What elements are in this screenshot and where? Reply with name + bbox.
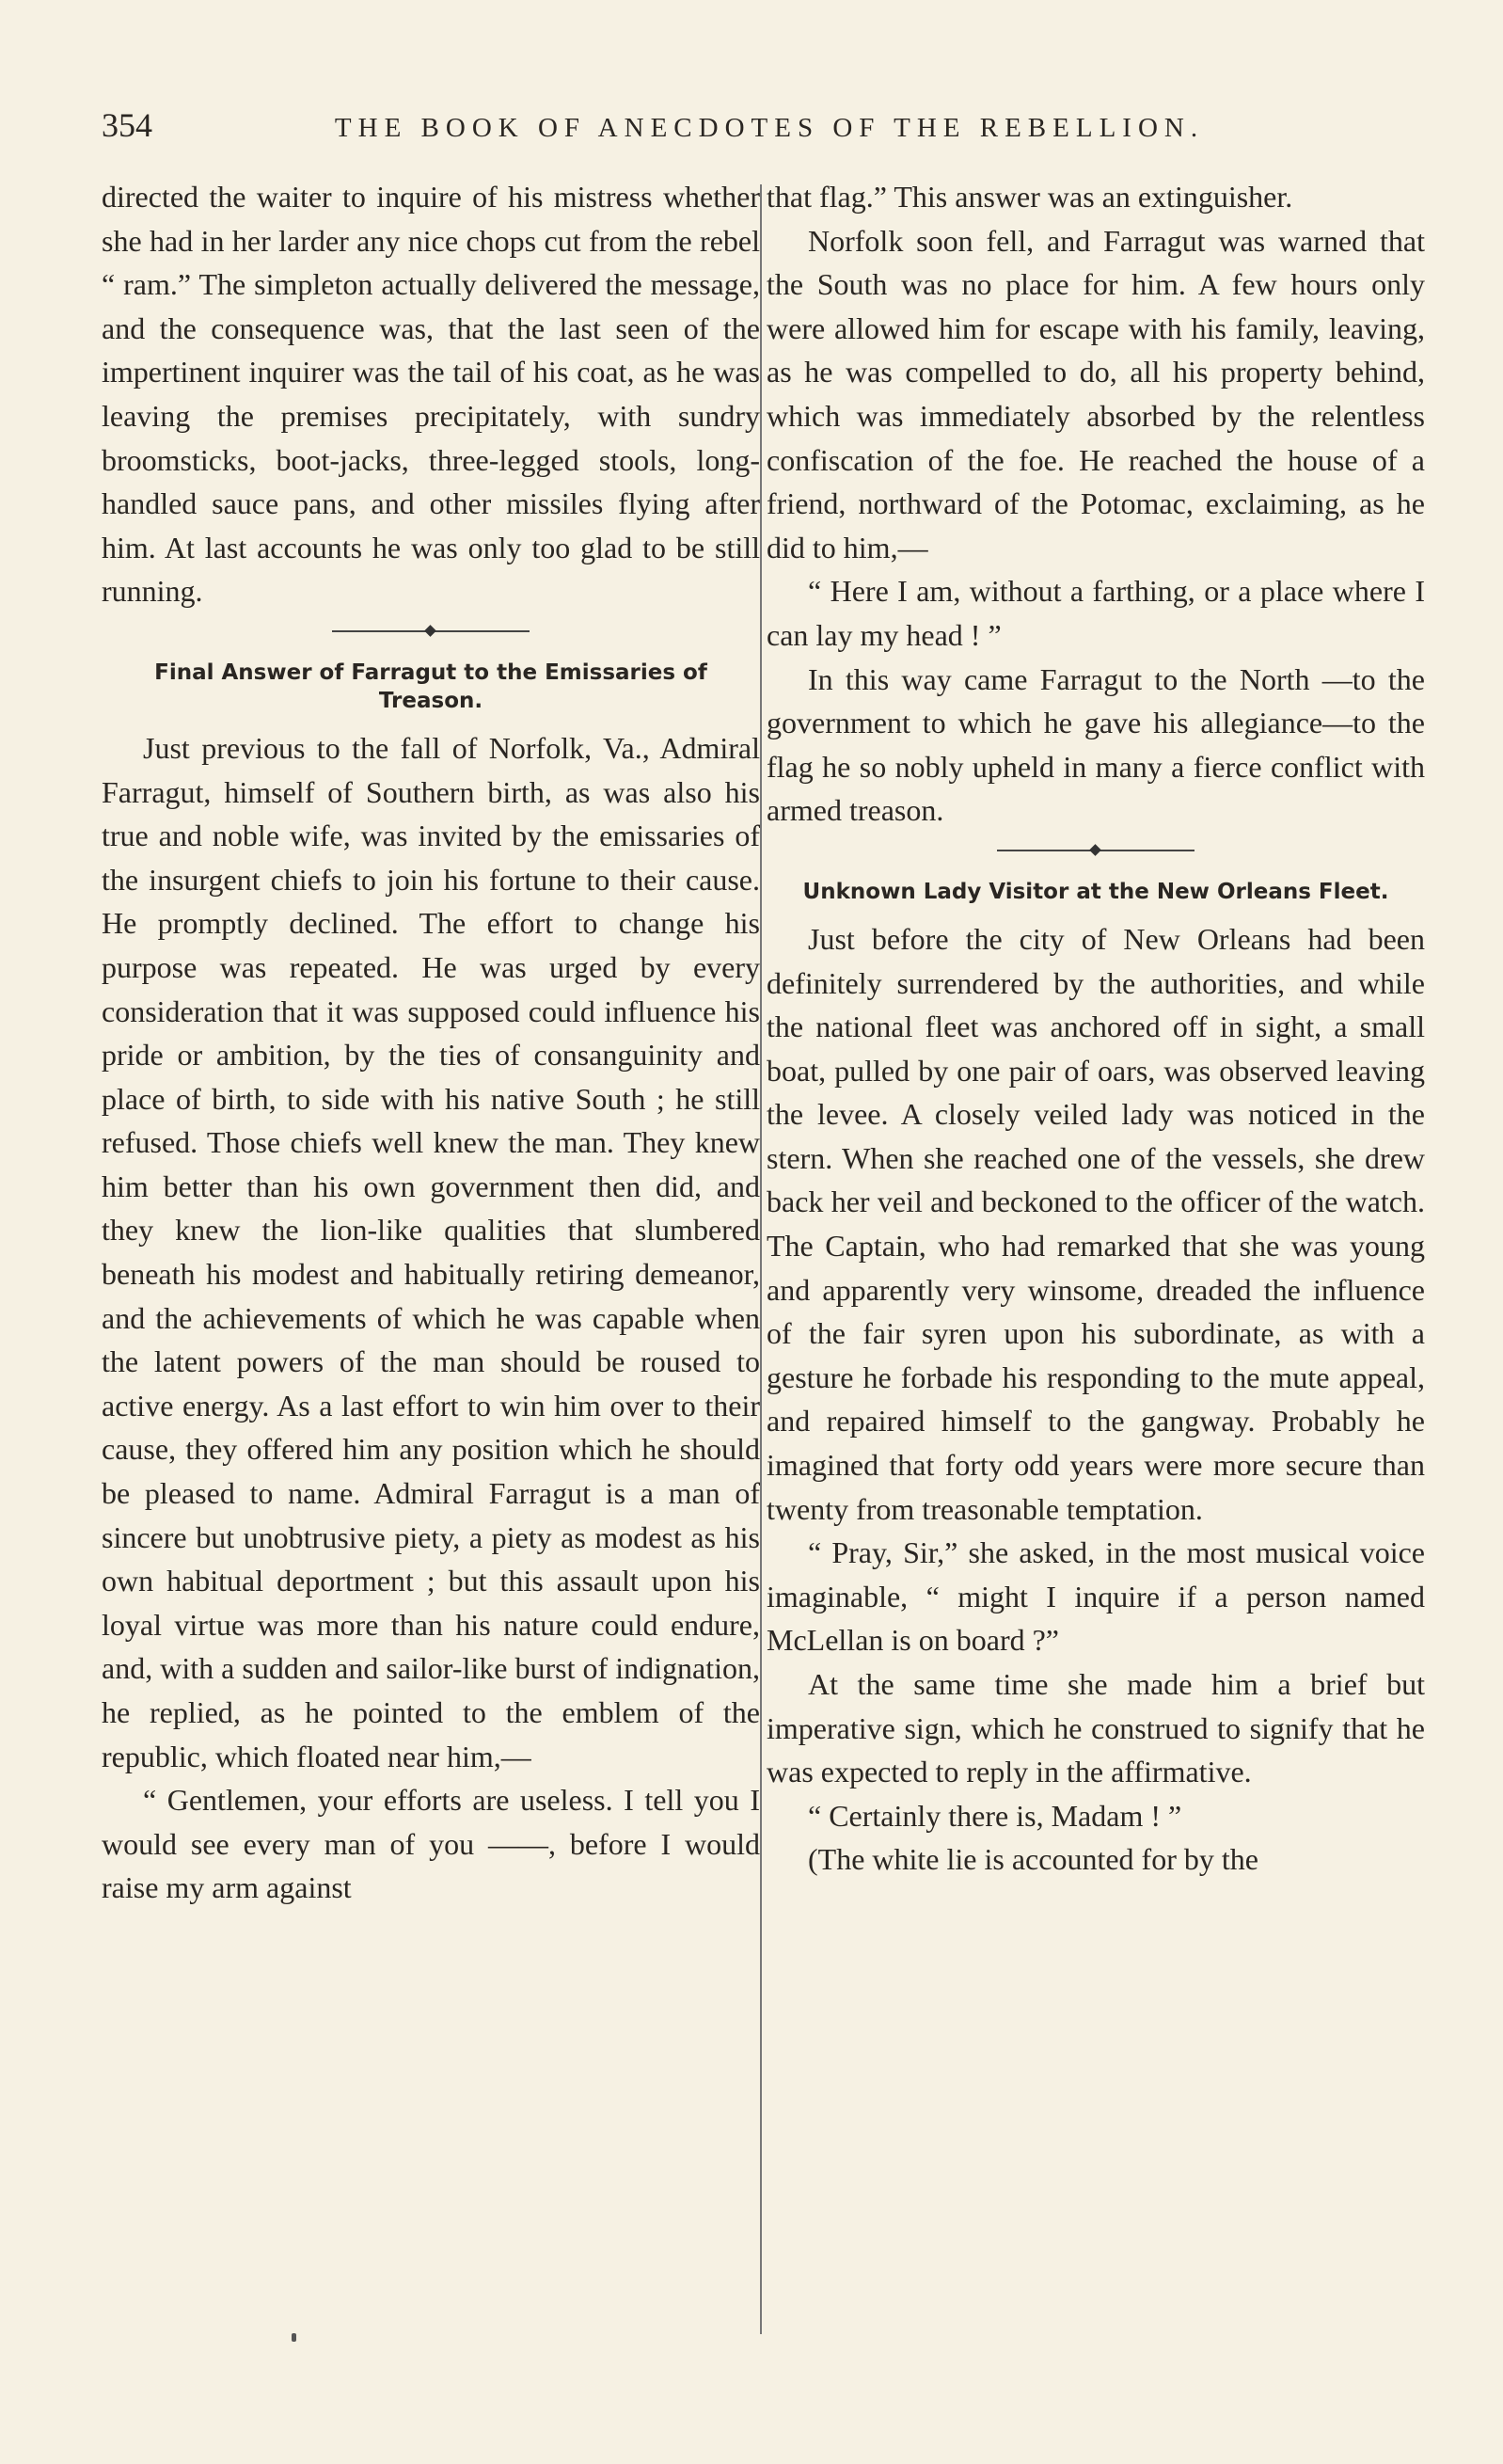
right-paragraph-8: “ Certainly there is, Madam ! ” bbox=[808, 1798, 1182, 1833]
page-number: 354 bbox=[102, 106, 152, 144]
section-heading-farragut: Final Answer of Farragut to the Emissaries of Treason. bbox=[154, 660, 707, 713]
right-paragraph-7: At the same time she made him a brief but imperative sign, which he construed to signify that he was expected to reply in the affirmative. bbox=[767, 1667, 1425, 1789]
right-paragraph-9: (The white lie is accounted for by the bbox=[808, 1842, 1258, 1877]
right-paragraph-2: Norfolk soon fell, and Farragut was warned that the South was no place for him. A few hours only were allowed him for escape with his family, leaving, as he was compelled to do, all his property behind, which was immediately absorbed by the relentless confiscation of the foe. He reached the house of a friend, northward of the Potomac, exclaiming, as he did to him,— bbox=[767, 223, 1425, 564]
section-divider-ornament bbox=[997, 840, 1194, 861]
right-paragraph-6: “ Pray, Sir,” she asked, in the most musical voice imaginable, “ might I inquire if a person named McLellan is on board ?” bbox=[767, 1535, 1425, 1658]
right-paragraph-4: In this way came Farragut to the North —to the government to which he gave his allegiance—to the flag he so nobly upheld in many a fierce conflict with armed treason. bbox=[767, 661, 1425, 828]
left-paragraph-2: Just previous to the fall of Norfolk, Va., Admiral Farragut, himself of Southern birth, as was also his true and noble wife, was invited by the emissaries of the insurgent chiefs to join his fortune to their cause. He promptly declined. The effort to change his purpose was repeated. He was urged by every consideration that it was supposed could influence his pride or ambition, by the ties of consanguinity and place of birth, to side with his native South ; he still refused. Those chiefs well knew the man. They knew him better than his own government then did, and they knew the lion-like qualities that slumbered beneath his modest and habitually retiring demeanor, and the achievements of which he was capable when the latent powers of the man should be roused to active energy. As a last effort to win him over to their cause, they offered him any position which he should be pleased to name. Admiral Farragut is a man of sincere but unobtrusive piety, a piety as modest as his own habitual deportment ; but this assault upon his loyal virtue was more than his nature could endure, and, with a sudden and sailor-like burst of indignation, he replied, as he pointed to the emblem of the republic, which floated near him,— bbox=[102, 730, 760, 1773]
right-paragraph-1: that flag.” This answer was an extinguisher. bbox=[767, 180, 1293, 214]
left-paragraph-1: directed the waiter to inquire of his mistress whether she had in her larder any nice chops cut from the rebel “ ram.” The simpleton actually delivered the message, and the consequence was, that the last seen of the impertinent inquirer was the tail of his coat, as he was leaving the premises precipitately, with sundry broomsticks, boot-jacks, three-legged stools, long-handled sauce pans, and other missiles flying after him. At last accounts he was only too glad to be still running. bbox=[102, 180, 760, 609]
right-paragraph-5: Just before the city of New Orleans had been definitely surrendered by the authorities, and while the national fleet was anchored off in sight, a small boat, pulled by one pair of oars, was observed leaving the levee. A closely veiled lady was noticed in the stern. When she reached one of the vessels, she drew back her veil and beckoned to the officer of the watch. The Captain, who had remarked that she was young and apparently very winsome, dreaded the influence of the fair syren upon his subordinate, as with a gesture he forbade his responding to the mute appeal, and repaired himself to the gangway. Probably he imagined that forty odd years were more secure than twenty from treasonable temptation. bbox=[767, 921, 1425, 1526]
running-title: THE BOOK OF ANECDOTES OF THE REBELLION. bbox=[334, 113, 1205, 143]
left-paragraph-3: “ Gentlemen, your efforts are useless. I tell you I would see every man of you ——, before I would raise my arm against bbox=[102, 1783, 760, 1905]
right-column bbox=[767, 175, 1425, 1882]
left-column bbox=[102, 175, 760, 1910]
right-paragraph-3: “ Here I am, without a farthing, or a place where I can lay my head ! ” bbox=[767, 574, 1425, 652]
section-divider-ornament bbox=[332, 621, 530, 642]
ink-speck bbox=[292, 2333, 296, 2342]
column-divider-rule bbox=[760, 184, 762, 2334]
page-header bbox=[102, 105, 1437, 152]
section-heading-lady-visitor: Unknown Lady Visitor at the New Orleans Fleet. bbox=[802, 879, 1389, 904]
